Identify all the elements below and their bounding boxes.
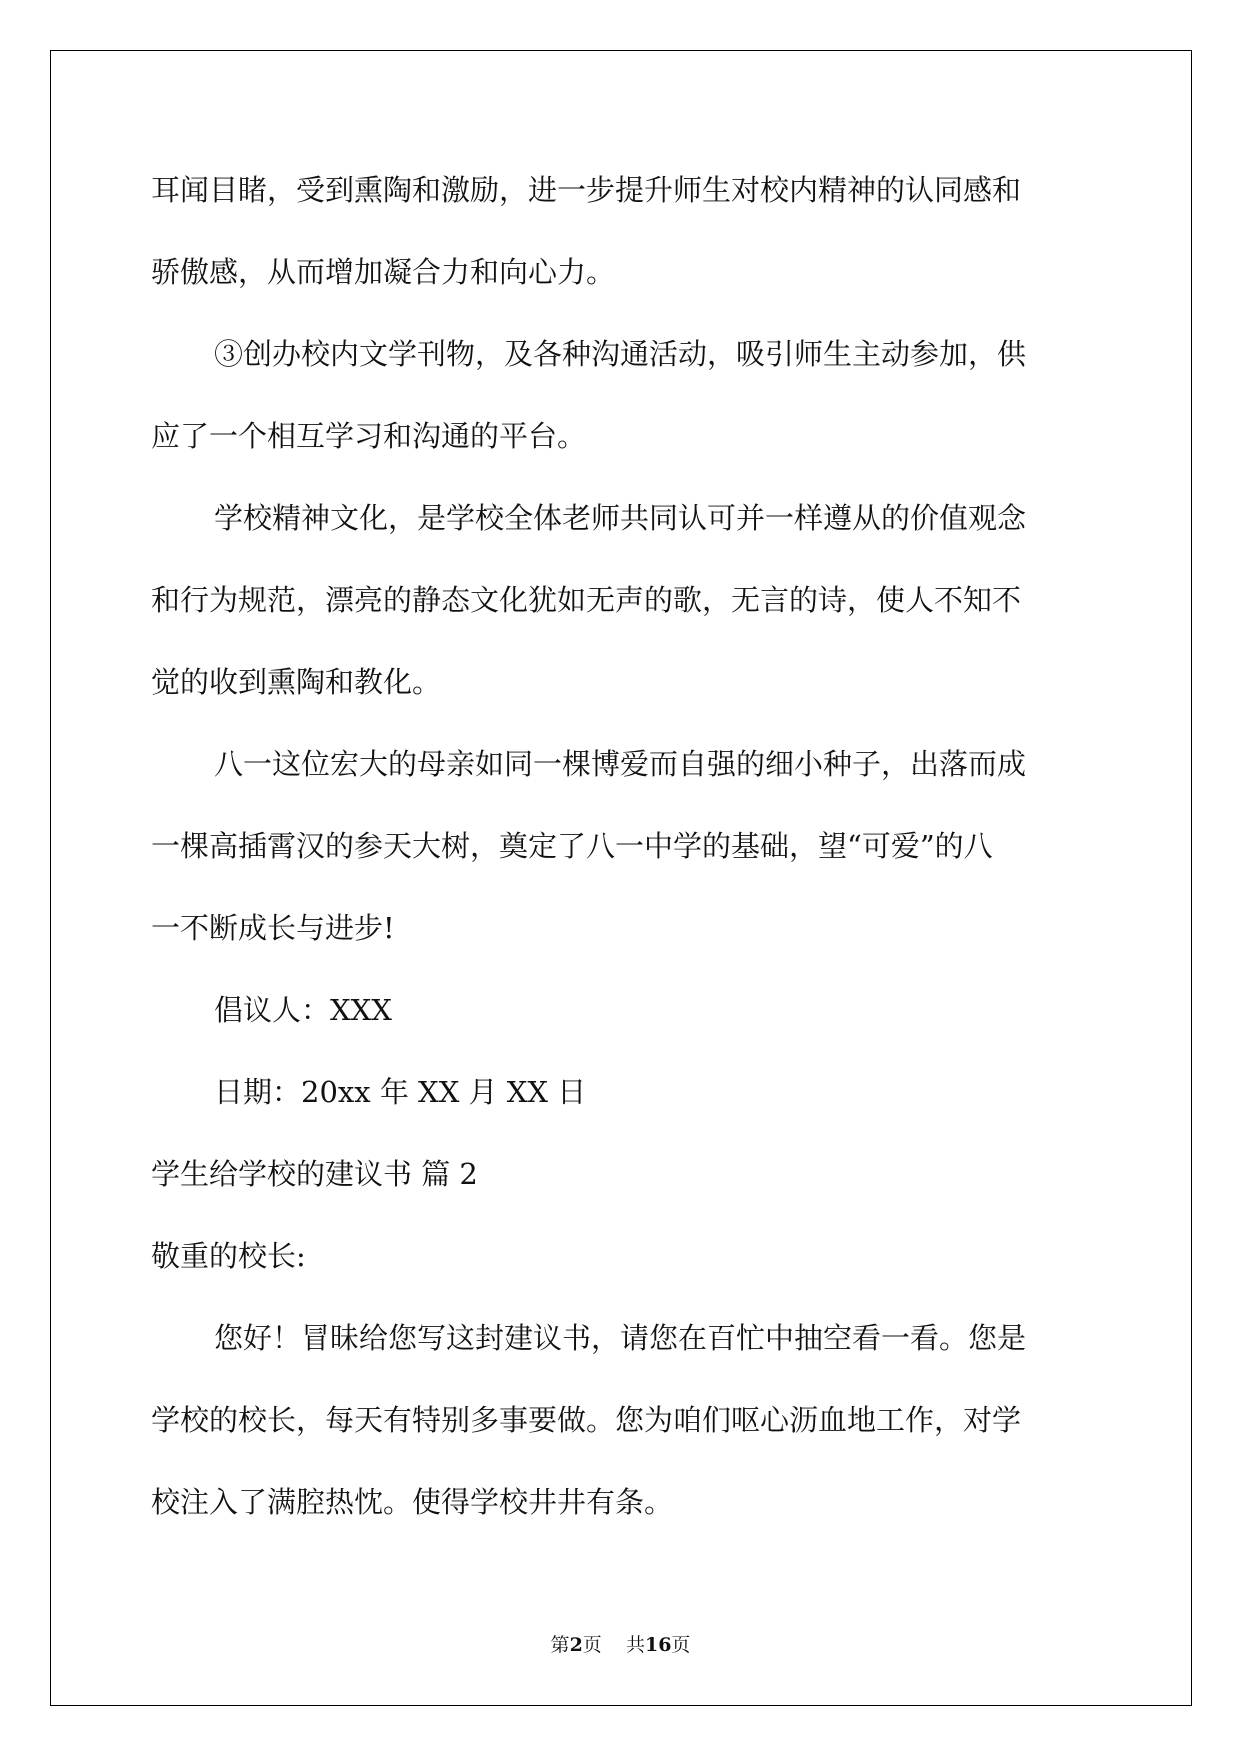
text-line-5: 学校精神文化，是学校全体老师共同认可并一样遵从的价值观念 xyxy=(214,501,1027,535)
salutation: 敬重的校长: xyxy=(151,1239,306,1273)
text-line-6: 和行为规范，漂亮的静态文化犹如无声的歌，无言的诗，使人不知不 xyxy=(151,583,1022,617)
proposer-line: 倡议人：XXX xyxy=(214,993,392,1027)
footer-page-number: 2 xyxy=(569,1634,583,1656)
text-line-15: 您好！冒昧给您写这封建议书，请您在百忙中抽空看一看。您是 xyxy=(214,1321,1027,1355)
text-line-16: 学校的校长，每天有特别多事要做。您为咱们呕心沥血地工作，对学 xyxy=(151,1403,1022,1437)
footer-prefix: 第 xyxy=(550,1634,570,1656)
date-line: 日期：20xx 年 XX 月 XX 日 xyxy=(214,1075,587,1109)
section-heading: 学生给学校的建议书 篇 2 xyxy=(151,1157,478,1191)
footer-total-pages: 16 xyxy=(644,1634,672,1656)
footer-suffix: 页 xyxy=(671,1634,691,1656)
text-line-4: 应了一个相互学习和沟通的平台。 xyxy=(151,419,587,453)
text-line-10: 一不断成长与进步! xyxy=(151,911,395,945)
text-line-2: 骄傲感，从而增加凝合力和向心力。 xyxy=(151,255,616,289)
footer-middle: 页 共 xyxy=(582,1634,645,1656)
page-footer xyxy=(0,1631,1241,1659)
text-line-9: 一棵高插霄汉的参天大树，奠定了八一中学的基础，望“可爱”的八 xyxy=(151,829,993,863)
page-border xyxy=(50,50,1192,1706)
text-line-1: 耳闻目睹，受到熏陶和激励，进一步提升师生对校内精神的认同感和 xyxy=(151,173,1022,207)
text-line-3: ③创办校内文学刊物，及各种沟通活动，吸引师生主动参加，供 xyxy=(214,337,1027,371)
text-line-7: 觉的收到熏陶和教化。 xyxy=(151,665,442,699)
text-line-17: 校注入了满腔热忱。使得学校井井有条。 xyxy=(151,1485,674,1519)
text-line-8: 八一这位宏大的母亲如同一棵博爱而自强的细小种子，出落而成 xyxy=(214,747,1027,781)
